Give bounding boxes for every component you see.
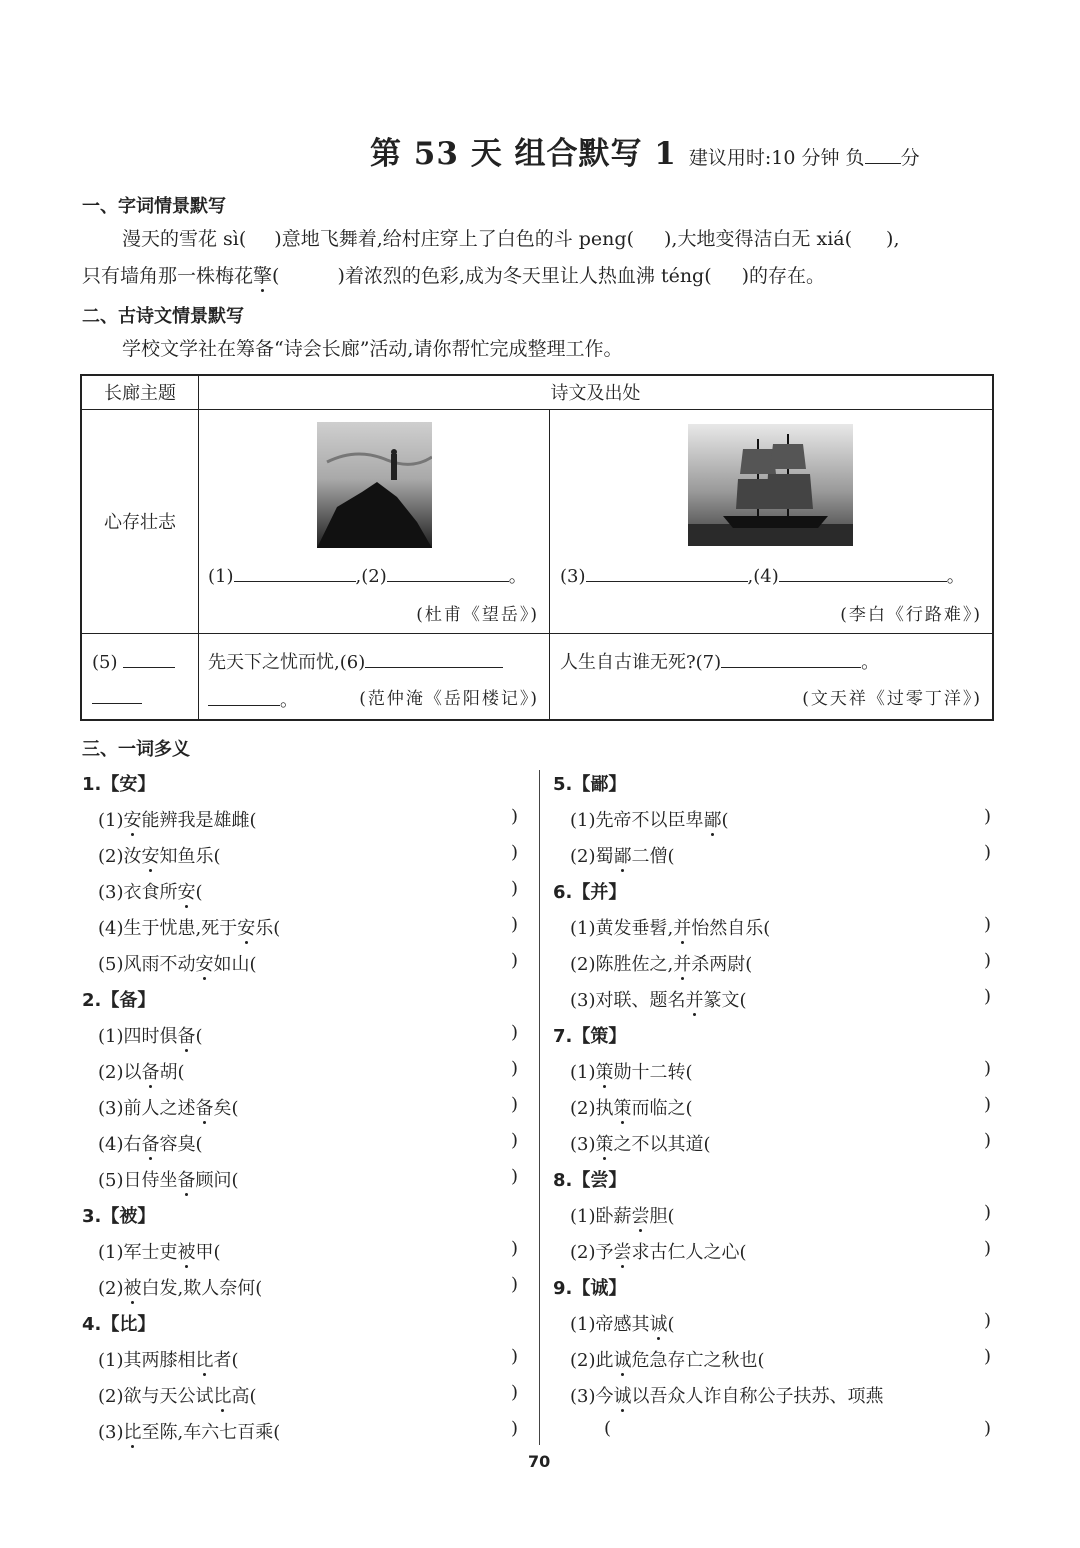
answer-slot[interactable]: ): [984, 1418, 992, 1439]
section3-heading: 三、一词多义: [82, 739, 190, 760]
answer-slot[interactable]: ): [511, 842, 519, 863]
list-item: (1)黄发垂髫,并怡然自乐(: [570, 918, 771, 939]
answer-slot[interactable]: ): [511, 1022, 519, 1043]
answer-slot[interactable]: ): [511, 806, 519, 827]
list-item: (5)日侍坐备顾问(: [98, 1170, 239, 1191]
answer-blank-6a[interactable]: [365, 650, 503, 668]
title-text: 第 53 天 组合默写 1: [370, 136, 677, 172]
source-yueyanglou: (范仲淹《岳阳楼记》): [359, 688, 539, 709]
page-title: [370, 128, 920, 173]
entry-head: 2.【备】: [82, 990, 156, 1011]
entry-head: 3.【被】: [82, 1206, 156, 1227]
answer-blank-5a[interactable]: [123, 650, 175, 668]
list-item: (5)风雨不动安如山(: [98, 954, 257, 975]
list-item: (1)安能辨我是雄雌(: [98, 810, 257, 831]
answer-blank-5b[interactable]: [92, 686, 142, 704]
list-item: (2)此诚危急存亡之秋也(: [570, 1350, 765, 1371]
answer-open-paren: (: [604, 1418, 612, 1439]
answer-slot[interactable]: ): [511, 1238, 519, 1259]
answer-slot[interactable]: ): [511, 1130, 519, 1151]
list-item: (4)生于忧患,死于安乐(: [98, 918, 281, 939]
cell-yueyanglou: 先天下之忧而忧,(6) 。 (范仲淹《岳阳楼记》): [199, 633, 550, 720]
wangyue-blanks: (1) ,(2) 。: [208, 565, 527, 587]
list-item: (3)对联、题名并篆文(: [570, 990, 747, 1011]
answer-slot[interactable]: ): [984, 1130, 992, 1151]
answer-slot[interactable]: ): [984, 1346, 992, 1367]
list-item: (1)军士吏被甲(: [98, 1242, 221, 1263]
list-item: (3)比至陈,车六七百乘(: [98, 1422, 281, 1443]
answer-slot[interactable]: ): [511, 1274, 519, 1295]
list-item: (3)衣食所安(: [98, 882, 203, 903]
sailing-ship-icon: [688, 424, 853, 546]
source-guolingdingyang: (文天祥《过零丁洋》): [802, 688, 982, 709]
mountain-painting-icon: [317, 422, 432, 548]
answer-blank-1[interactable]: [234, 564, 356, 582]
col2-header: 诗文及出处: [199, 375, 994, 409]
answer-blank-3[interactable]: [586, 564, 748, 582]
list-item: (2)以备胡(: [98, 1062, 185, 1083]
answer-slot[interactable]: ): [511, 1382, 519, 1403]
answer-slot[interactable]: ): [984, 1310, 992, 1331]
list-item: (3)今诚以吾众人诈自称公子扶苏、项燕: [570, 1386, 884, 1407]
list-item: (1)策勋十二转(: [570, 1062, 693, 1083]
entry-head: 9.【诚】: [553, 1278, 627, 1299]
entry-head: 4.【比】: [82, 1314, 156, 1335]
answer-slot[interactable]: ): [984, 842, 992, 863]
time-hint: 建议用时:10 分钟 负 分: [688, 147, 920, 169]
answer-slot[interactable]: ): [984, 986, 992, 1007]
list-item: (3)前人之述备矣(: [98, 1098, 239, 1119]
list-item: (2)汝安知鱼乐(: [98, 846, 221, 867]
answer-slot[interactable]: ): [511, 878, 519, 899]
list-item: (2)陈胜佐之,并杀两尉(: [570, 954, 753, 975]
answer-slot[interactable]: ): [511, 1418, 519, 1439]
entry-head: 6.【并】: [553, 882, 627, 903]
xinglunan-blanks: (3) ,(4) 。: [560, 565, 965, 587]
answer-slot[interactable]: ): [984, 1238, 992, 1259]
list-item: (2)执策而临之(: [570, 1098, 693, 1119]
cell-wangyue: [199, 409, 550, 633]
column-divider: [539, 770, 540, 1445]
list-item: (4)右备容臭(: [98, 1134, 203, 1155]
list-item: (1)其两膝相比者(: [98, 1350, 239, 1371]
cell-guolingdingyang: 人生自古谁无死?(7) 。 (文天祥《过零丁洋》): [550, 633, 994, 720]
list-item: (1)先帝不以臣卑鄙(: [570, 810, 729, 831]
list-item: (3)策之不以其道(: [570, 1134, 711, 1155]
section1-heading: 一、字词情景默写: [82, 196, 226, 217]
entry-head: 1.【安】: [82, 774, 156, 795]
answer-slot[interactable]: ): [511, 1094, 519, 1115]
answer-slot[interactable]: ): [984, 806, 992, 827]
answer-slot[interactable]: ): [511, 950, 519, 971]
answer-blank-4[interactable]: [779, 564, 947, 582]
answer-slot[interactable]: ): [511, 1346, 519, 1367]
answer-slot[interactable]: ): [511, 1166, 519, 1187]
section1-line2: 只有墙角那一株梅花擎( )着浓烈的色彩,成为冬天里让人热血沸 téng( )的存在。: [82, 265, 826, 287]
score-blank[interactable]: [865, 145, 901, 164]
source-xinglunan: (李白《行路难》): [840, 604, 982, 625]
entry-head: 5.【鄙】: [553, 774, 627, 795]
col1-header: 长廊主题: [81, 375, 199, 409]
answer-slot[interactable]: ): [984, 914, 992, 935]
answer-slot[interactable]: ): [511, 1058, 519, 1079]
entry-head: 7.【策】: [553, 1026, 627, 1047]
list-item: (1)帝感其诚(: [570, 1314, 675, 1335]
list-item: (1)卧薪尝胆(: [570, 1206, 675, 1227]
answer-slot[interactable]: ): [984, 950, 992, 971]
answer-blank-2[interactable]: [387, 564, 509, 582]
list-item: (2)欲与天公试比高(: [98, 1386, 257, 1407]
page-number: 70: [528, 1452, 551, 1471]
section2-heading: 二、古诗文情景默写: [82, 306, 244, 327]
theme-1: 心存壮志: [81, 409, 199, 633]
answer-slot[interactable]: ): [984, 1202, 992, 1223]
list-item: (2)予尝求古仁人之心(: [570, 1242, 747, 1263]
entry-head: 8.【尝】: [553, 1170, 627, 1191]
list-item: (2)蜀鄙二僧(: [570, 846, 675, 867]
source-wangyue: (杜甫《望岳》): [416, 604, 539, 625]
poetry-gallery-table: [80, 374, 994, 721]
cell-xinglunan: [550, 409, 994, 633]
answer-slot[interactable]: ): [511, 914, 519, 935]
answer-blank-7[interactable]: [721, 650, 861, 668]
answer-slot[interactable]: ): [984, 1094, 992, 1115]
theme-2: (5): [81, 633, 199, 720]
section2-intro: 学校文学社在筹备“诗会长廊”活动,请你帮忙完成整理工作。: [122, 338, 623, 360]
list-item: (1)四时俱备(: [98, 1026, 203, 1047]
section1-line1: 漫天的雪花 sì( )意地飞舞着,给村庄穿上了白色的斗 peng( ),大地变得洁白无 xiá( ),: [122, 228, 900, 250]
list-item: (2)被白发,欺人奈何(: [98, 1278, 263, 1299]
answer-blank-6b[interactable]: [208, 688, 280, 706]
answer-slot[interactable]: ): [984, 1058, 992, 1079]
